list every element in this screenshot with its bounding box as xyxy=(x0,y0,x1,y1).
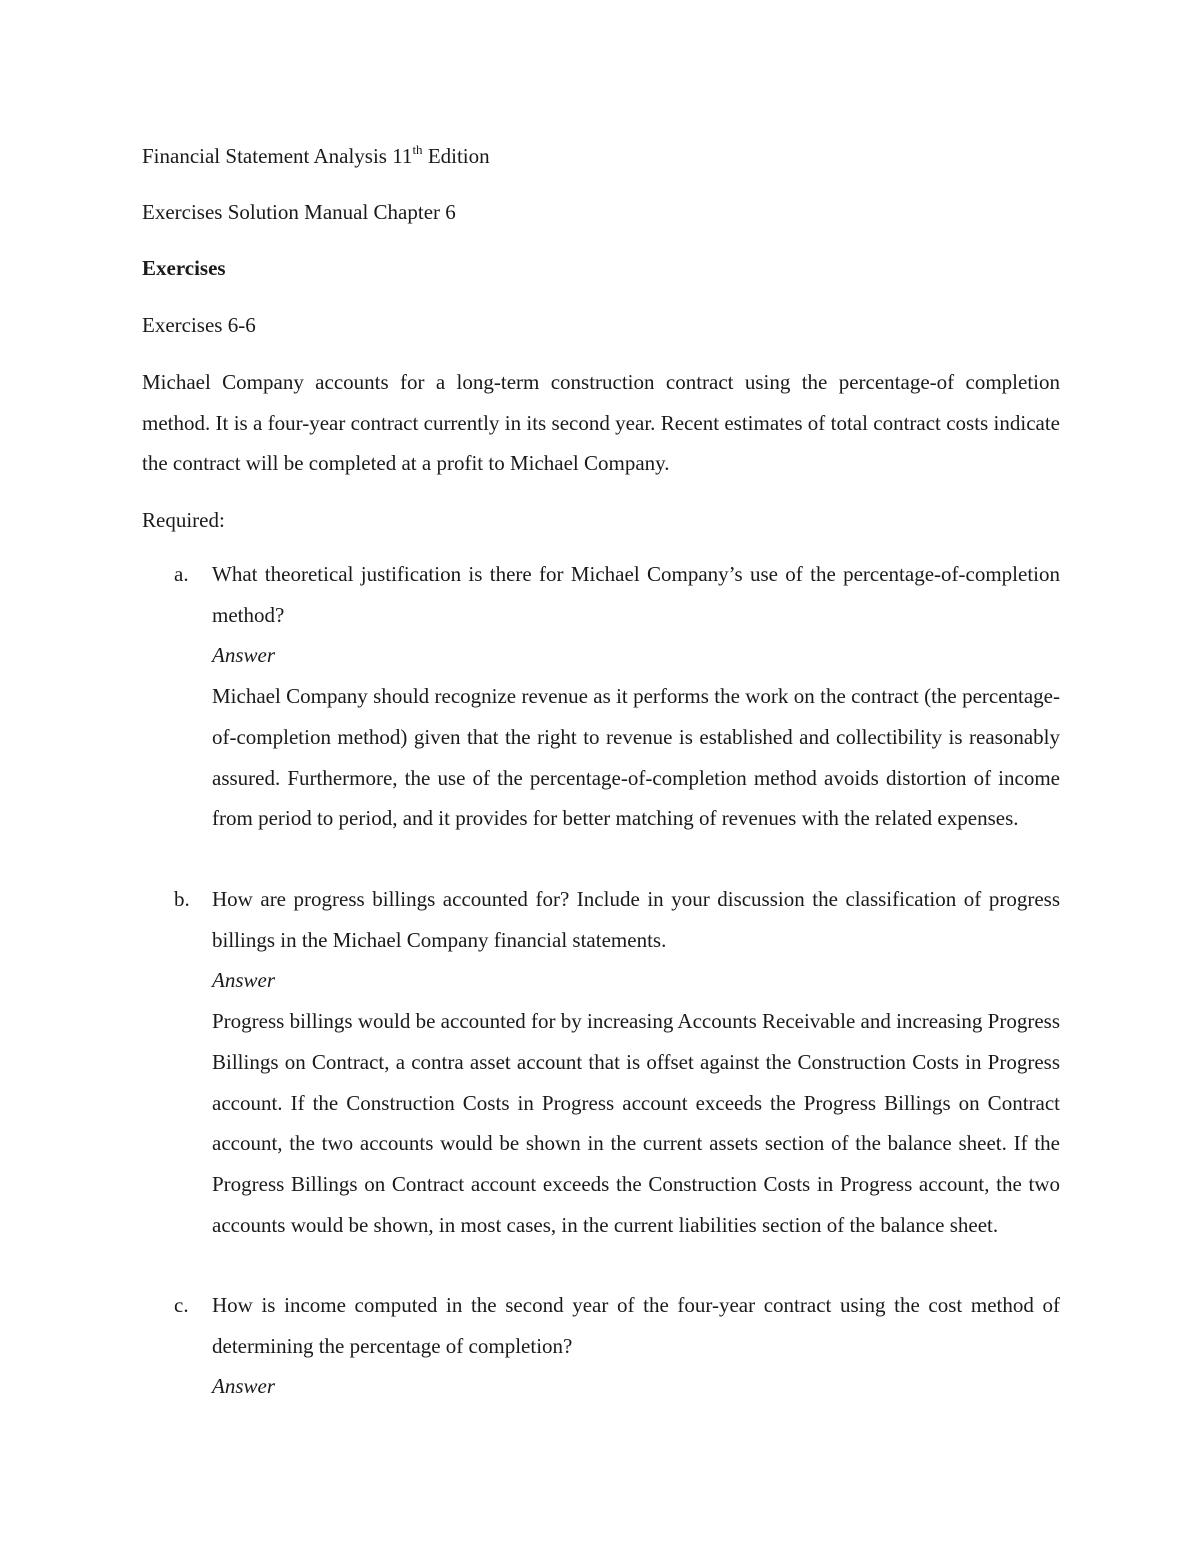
item-body xyxy=(212,879,1060,1245)
answer-text: Michael Company should recognize revenue as it performs the work on the contract (the percentage-of-completion method) given that the right to revenue is established and collectibility is reasonably assured. Furthermore, the use of the percentage-of-completion method avoids distortion of income from period to period, and it provides for better matching of revenues with the related expenses. xyxy=(212,684,1060,831)
question-text: How is income computed in the second year of the four-year contract using the cost method of determining the percentage of completion? xyxy=(212,1293,1060,1358)
answer-label: Answer xyxy=(212,1374,275,1399)
exercise-number: Exercises 6-6 xyxy=(142,313,256,337)
document-title xyxy=(142,136,490,176)
item-body xyxy=(212,554,1060,839)
question-text: How are progress billings accounted for? Include in your discussion the classification of progress billings in the Michael Company financial statements. xyxy=(212,887,1060,952)
item-letter: b. xyxy=(174,887,190,911)
answer-label: Answer xyxy=(212,968,275,993)
title-superscript: th xyxy=(412,142,423,157)
title-prefix: Financial Statement Analysis 11 xyxy=(142,144,413,168)
question-text: What theoretical justification is there for Michael Company’s use of the percentage-of-completion method? xyxy=(212,562,1060,627)
section-heading: Exercises xyxy=(142,256,226,280)
item-letter: a. xyxy=(174,562,189,586)
answer-label: Answer xyxy=(212,643,275,668)
intro-paragraph: Michael Company accounts for a long-term construction contract using the percentage-of completion method. It is a four-year contract currently in its second year. Recent estimates of total contract costs indicate the contract will be completed at a profit to Michael Company. xyxy=(142,370,1060,476)
title-suffix: Edition xyxy=(422,144,490,168)
answer-text: Progress billings would be accounted for by increasing Accounts Receivable and increasing Progress Billings on Contract, a contra asset account that is offset against the Construction Costs in Progress account. If the Construction Costs in Progress account exceeds the Progress Billings on Contract account, the two accounts would be shown in the current assets section of the balance sheet. If the Progress Billings on Contract account exceeds the Construction Costs in Progress account, the two accounts would be shown, in most cases, in the current liabilities section of the balance sheet. xyxy=(212,1009,1060,1237)
item-letter: c. xyxy=(174,1293,189,1317)
item-body xyxy=(212,1285,1060,1407)
document-subtitle: Exercises Solution Manual Chapter 6 xyxy=(142,200,456,224)
required-label: Required: xyxy=(142,508,225,532)
